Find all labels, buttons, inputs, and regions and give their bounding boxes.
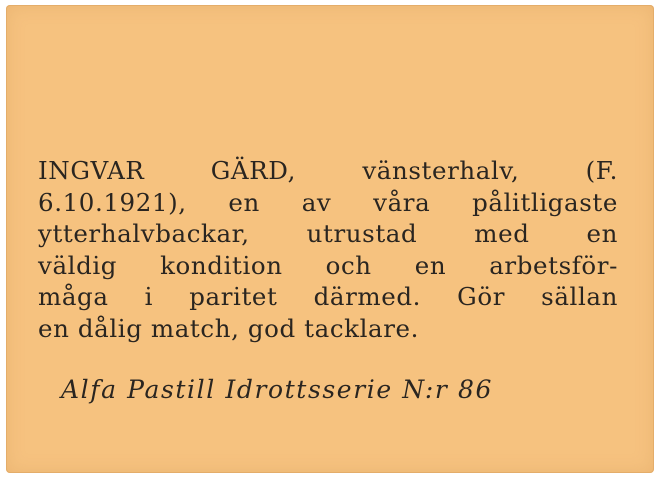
description-line-1: INGVAR GÄRD, vänsterhalv, (F. [38,156,618,185]
description-line-5: måga i paritet därmed. Gör sällan [38,282,618,311]
player-description [38,155,618,344]
description-line-4: väldig kondition och en arbetsför- [38,250,618,280]
series-footer: Alfa Pastill Idrottsserie N:r 86 [61,375,493,404]
trading-card [6,5,654,473]
description-line-3: ytterhalvbackar, utrustad med en [38,219,618,248]
description-line-6: en dålig match, god tacklare. [38,313,420,343]
description-line-2: 6.10.1921), en av våra pålitligaste [38,187,618,217]
